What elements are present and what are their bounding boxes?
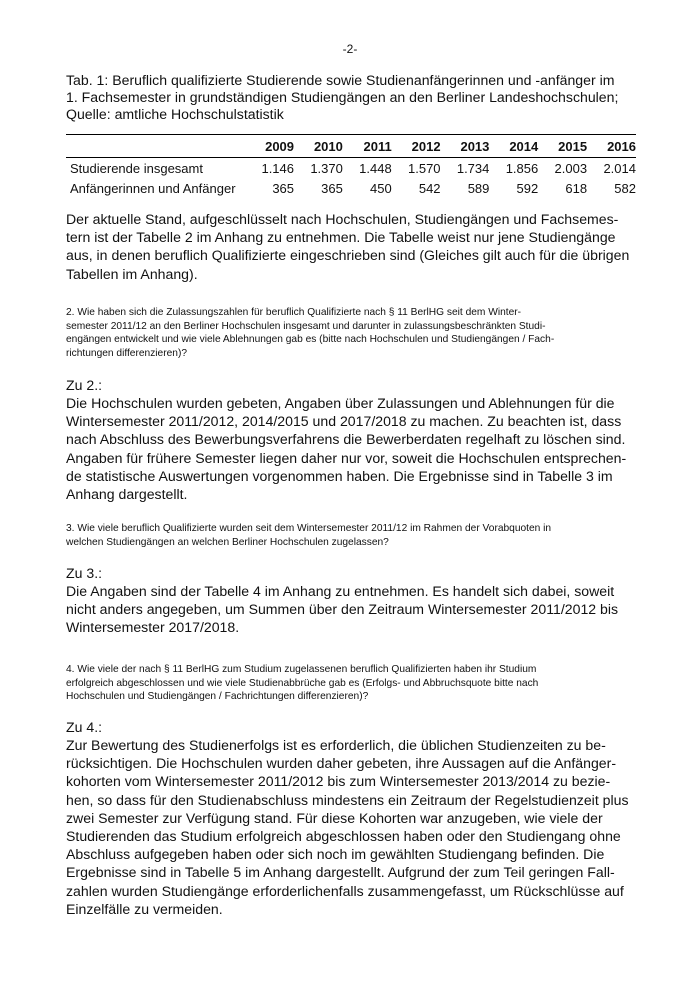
text-line: Ergebnisse sind in Tabelle 5 im Anhang dargestellt. Aufgrund der zum Teil geringen Fall- [66,864,615,881]
question-line: richtungen differenzieren)? [66,347,188,359]
text-line: Wintersemester 2017/2018. [66,619,240,636]
text-line: Angaben für frühere Semester liegen daher nur vor, soweit die Hochschulen entsprechen- [66,449,627,466]
header-blank [66,135,245,158]
table-cell: 2.003 [554,161,588,176]
text-line: hen, so dass für den Studienabschluss mindestens ein Zeitraum der Regelstudienzeit plus [66,791,629,808]
question-line: welchen Studiengängen an welchen Berliner Hochschulen zugelassen? [66,536,389,548]
question-2 [66,306,640,360]
year-header: 2013 [441,135,490,158]
year-header: 2016 [587,135,636,158]
text-line: Anhang dargestellt. [66,486,188,503]
page-number: -2- [342,42,358,56]
table-cell: 542 [418,181,441,196]
text-line: nicht anders angegeben, um Summen über den Zeitraum Wintersemester 2011/2012 bis [66,601,619,618]
table-cell: 1.146 [261,161,295,176]
table-cell: 592 [516,181,539,196]
year-header: 2014 [489,135,538,158]
answer-3-heading: Zu 3.: [66,565,103,581]
table-cell: 1.734 [456,161,490,176]
table-row [66,158,636,179]
year-header: 2012 [392,135,441,158]
question-3 [66,522,640,549]
answer-3-text [66,582,641,637]
question-line: erfolgreich abgeschlossen und wie viele Studienabbrüche gab es (Erfolgs- und Abbruchsquote bitte nach [66,677,539,689]
table-cell: 365 [321,181,343,196]
table-cell: 2.014 [603,161,636,176]
text-line: aus, in denen beruflich Qualifizierte eingeschrieben sind (Gleiches gilt auch für die übrigen [66,247,630,264]
text-line: Wintersemester 2011/2012, 2014/2015 und 2017/2018 zu machen. Zu beachten ist, dass [66,413,622,430]
text-line: rücksichtigen. Die Hochschulen wurden daher gebeten, ihre Aussagen auf die Anfänger- [66,755,617,772]
question-line: 3. Wie viele beruflich Qualifizierte wurden seit dem Wintersemester 2011/12 im Rahmen der Vorabquoten in [66,523,552,534]
text-line: Die Hochschulen wurden gebeten, Angaben über Zulassungen und Ablehnungen für die [66,395,615,411]
table-cell: 1.370 [310,161,343,176]
text-line: Die Angaben sind der Tabelle 4 im Anhang zu entnehmen. Es handelt sich dabei, soweit [66,583,615,599]
table-caption [66,72,646,123]
text-line: zahlen wurden Studiengänge erforderlichenfalls zusammengefasst, um Rückschlüsse auf [66,882,624,899]
text-line: nach Abschluss des Bewerbungsverfahrens die Bewerberdaten regelhaft zu löschen sind. [66,431,626,448]
question-line: 4. Wie viele der nach § 11 BerlHG zum Studium zugelassenen beruflich Qualifizierten haben ihr Studium [66,664,537,675]
question-4 [66,663,640,704]
caption-line: Quelle: amtliche Hochschulstatistik [66,106,284,122]
answer-2-heading: Zu 2.: [66,377,103,393]
row-label: Anfängerinnen und Anfänger [70,181,236,196]
statistics-table [66,134,636,198]
text-line: Einzelfälle zu vermeiden. [66,900,223,917]
text-line: Tabellen im Anhang). [66,265,198,282]
answer-4-heading: Zu 4.: [66,719,103,735]
table-header-row [66,135,636,158]
year-header: 2011 [343,135,392,158]
table-cell: 1.856 [505,161,539,176]
text-line: tern ist der Tabelle 2 im Anhang zu entnehmen. Die Tabelle weist nur jene Studiengänge [66,229,616,246]
caption-line: 1. Fachsemester in grundständigen Studiengängen an den Berliner Landeshochschulen; [66,89,619,105]
question-line: semester 2011/12 an den Berliner Hochschulen insgesamt und darunter in zulassungsbeschränkten Studi- [66,320,546,332]
table-cell: 618 [565,181,588,196]
answer-4-text [66,736,641,918]
text-line: Abschluss aufgegeben haben oder sich noch im gewählten Studiengang befinden. Die [66,846,605,863]
year-header: 2015 [538,135,587,158]
row-label: Studierende insgesamt [70,161,203,176]
year-header: 2010 [294,135,343,158]
paragraph-table-note [66,210,641,283]
text-line: de statistische Auswertungen vorgenommen haben. Die Ergebnisse sind in Tabelle 3 im [66,467,613,484]
text-line: Der aktuelle Stand, aufgeschlüsselt nach Hochschulen, Studiengängen und Fachsemes- [66,211,619,227]
text-line: Studierenden das Studium erfolgreich abgeschlossen haben oder den Studiengang ohne [66,828,621,845]
table-row [66,178,636,198]
text-line: kohorten vom Wintersemester 2011/2012 bis zum Wintersemester 2013/2014 zu bezie- [66,773,611,790]
table-cell: 1.448 [359,161,392,176]
table-cell: 450 [370,181,392,196]
question-line: engängen entwickelt und wie viele Ablehnungen gab es (bitte nach Hochschulen und Studiengängen / Fach- [66,334,555,346]
table-cell: 582 [614,181,636,196]
question-line: Hochschulen und Studiengängen / Fachrichtungen differenzieren)? [66,691,369,703]
answer-2-text [66,394,641,503]
table-cell: 365 [272,181,295,196]
table-cell: 1.570 [408,161,441,176]
year-header: 2009 [245,135,294,158]
text-line: Zur Bewertung des Studienerfolgs ist es erforderlich, die üblichen Studienzeiten zu be- [66,737,606,753]
table-cell: 589 [467,181,490,196]
question-line: 2. Wie haben sich die Zulassungszahlen für beruflich Qualifizierte nach § 11 BerlHG seit dem Winter- [66,307,522,318]
text-line: zwei Semester zur Verfügung stand. Für diese Kohorten war anzugeben, wie viele der [66,809,603,826]
caption-line: Tab. 1: Beruflich qualifizierte Studierende sowie Studienanfängerinnen und -anfänger im [66,72,615,88]
